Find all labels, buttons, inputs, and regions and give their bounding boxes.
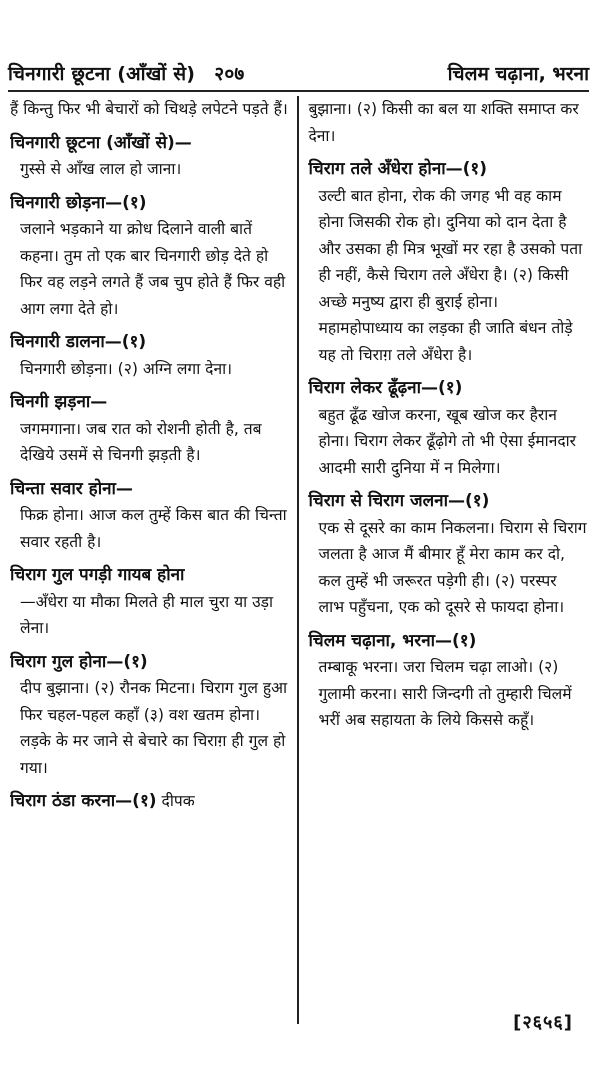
- entry-definition: फिक्र होना। आज कल तुम्हें किस बात की चिन्ता सवार रहती है।: [20, 506, 287, 551]
- header-left: [8, 60, 244, 86]
- dictionary-entry: [10, 329, 289, 382]
- entry-definition: बहुत ढूँढ खोज करना, खूब खोज कर हैरान होना। चिराग लेकर ढूँढ़ोगे तो भी ऐसा ईमानदार आदमी सारी दुनिया में न मिलेगा।: [318, 405, 577, 477]
- dictionary-entry: [10, 649, 289, 782]
- entry-definition: —अँधेरा या मौका मिलते ही माल चुरा या उड़ा लेना।: [20, 592, 274, 637]
- entry-headword: चिन्ता सवार होना—: [10, 478, 133, 499]
- entry-headword: चिराग गुल होना—(१): [10, 651, 148, 672]
- two-column-body: [10, 96, 587, 1024]
- dictionary-entry: [10, 476, 289, 556]
- printer-signature: [२६५६]: [513, 1012, 573, 1033]
- left-column: [10, 96, 299, 1024]
- entry-headword: चिनगारी छोड़ना—(१): [10, 192, 147, 213]
- entry-headword: चिराग गुल पगड़ी गायब होना: [10, 565, 185, 585]
- continuation-text: बुझाना। (२) किसी का बल या शक्ति समाप्त कर देना।: [308, 100, 579, 145]
- dictionary-entry: [309, 156, 588, 368]
- entry-headword: चिराग से चिराग जलना—(१): [308, 491, 490, 511]
- dictionary-entry: [10, 190, 289, 323]
- entry-definition: उल्टी बात होना, रोक की जगह भी वह काम होना जिसकी रोक हो। दुनिया को दान देता है और उसका ही मित्र भूखों मर रहा है उसको पता ही नहीं, कैसे चिराग तले अँधेरा है। (२) किसी अच्छे मनुष्य द्वारा ही बुराई होना। महामहोपाध्याय का लड़का ही जाति बंधन तोड़े यह तो चिराग़ तले अँधेरा है।: [318, 186, 583, 364]
- entry-definition: गुस्से से आँख लाल हो जाना।: [20, 160, 182, 178]
- entry-headword: चिलम चढ़ाना, भरना—(१): [308, 630, 477, 651]
- entry-definition: दीप बुझाना। (२) रौनक मिटना। चिराग गुल हुआ फिर चहल-पहल कहाँ (३) वश खतम होना। लड़के के मर जाने से बेचारे का चिराग़ ही गुल हो गया।: [20, 679, 288, 777]
- entry-headword: चिनगी झड़ना—: [10, 392, 108, 412]
- page-header: [8, 56, 589, 92]
- entry-headword: चिराग तले अँधेरा होना—(१): [308, 159, 488, 179]
- entry-headword: चिनगारी छूटना (आँखों से)—: [10, 132, 192, 153]
- header-left-title: चिनगारी छूटना (आँखों से): [8, 63, 196, 85]
- dictionary-entry: [10, 788, 289, 815]
- entry-headword: चिराग ठंडा करना—(१): [10, 791, 157, 811]
- continuation-text: हैं किन्तु फिर भी बेचारों को चिथड़े लपेटने पड़ते हैं।: [10, 100, 288, 118]
- right-column: [299, 96, 588, 1024]
- entry-definition: जगमगाना। जब रात को रोशनी होती है, तब देखिये उसमें से चिनगी झड़ती है।: [20, 419, 262, 464]
- dictionary-entry: [309, 375, 588, 481]
- entry-definition: दीपक: [161, 792, 195, 810]
- dictionary-entry: [309, 628, 588, 734]
- entry-definition: चिनगारी छोड़ना। (२) अग्नि लगा देना।: [20, 359, 233, 378]
- header-right-title: चिलम चढ़ाना, भरना: [447, 63, 589, 85]
- entry-definition: तम्बाकू भरना। जरा चिलम चढ़ा लाओ। (२) गुलामी करना। सारी जिन्दगी तो तुम्हारी चिलमें भरीं अब सहायता के लिये किससे कहूँ।: [318, 658, 572, 729]
- entry-definition: जलाने भड़काने या क्रोध दिलाने वाली बातें कहना। तुम तो एक बार चिनगारी छोड़ देते हो फिर वह लड़ने लगते हैं जब चुप होते हैं फिर वही आग लगा देते हो।: [20, 220, 286, 318]
- entry-headword: चिनगारी डालना—(१): [10, 332, 147, 352]
- dictionary-entry: [309, 488, 588, 621]
- dictionary-entry: [10, 389, 289, 469]
- dictionary-entry: [10, 562, 289, 642]
- page-number: २०७: [214, 63, 245, 85]
- entry-headword: चिराग लेकर ढूँढ़ना—(१): [308, 378, 463, 398]
- dictionary-entry: [10, 130, 289, 183]
- entry-definition: एक से दूसरे का काम निकलना। चिराग से चिराग जलता है आज मैं बीमार हूँ मेरा काम कर दो, कल तुम्हें भी जरूरत पड़ेगी ही। (२) परस्पर लाभ पहुँचना, एक को दूसरे से फायदा होना।: [318, 518, 587, 616]
